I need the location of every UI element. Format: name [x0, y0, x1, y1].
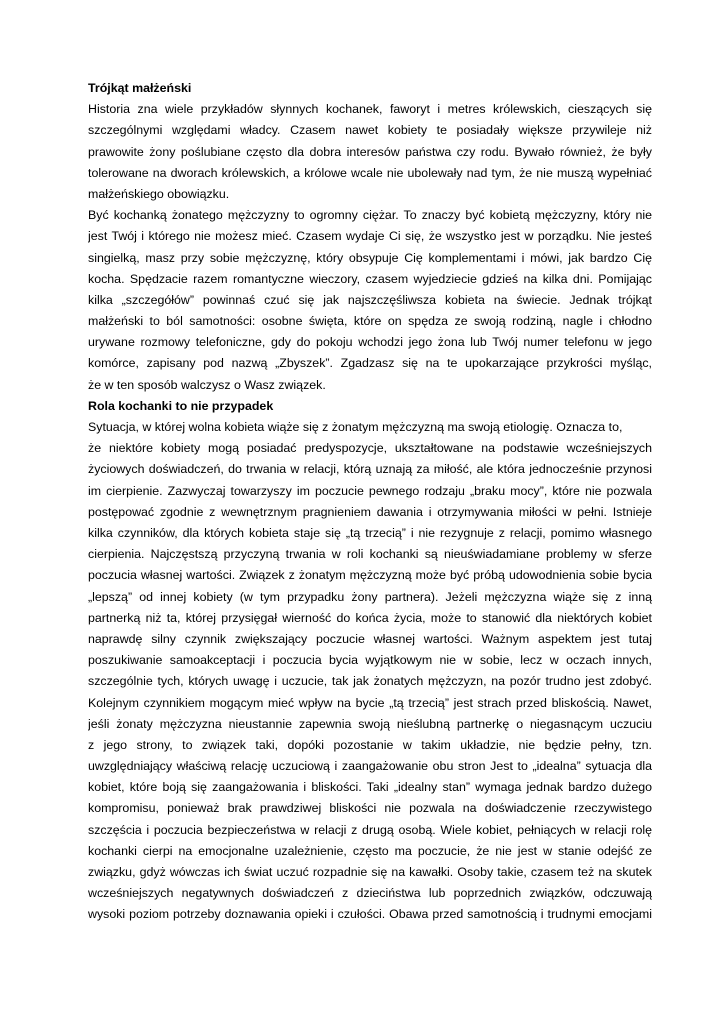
text-line: kobiet, które boją się zaangażowania i bliskości. Taki „idealny stan” wymaga jednak bardzo dużego — [88, 780, 652, 795]
text-line: szczególnymi względami władcy. Czasem nawet kobiety te posiadały większe przywileje niż — [88, 123, 652, 138]
text-line: Kolejnym czynnikiem mogącym mieć wpływ na bycie „tą trzecią” jest strach przed bliskością. Nawet, — [88, 695, 652, 710]
text-line: poszukiwanie samoakceptacji i poczucia bycia wyjątkowym nie w sobie, lecz w oczach innych, — [88, 653, 652, 668]
text-line: poczucia własnej wartości. Związek z żonatym mężczyzną może być próbą udowodnienia sobie bycia — [88, 568, 652, 583]
text-line: jest Twój i którego nie możesz mieć. Czasem wydaje Ci się, że wszystko jest w porządku. Nie jesteś — [88, 229, 652, 244]
text-line: naprawdę silny czynnik zwiększający poczucie własnej wartości. Ważnym aspektem jest tutaj — [88, 631, 652, 646]
text-line: kompromisu, ponieważ brak prawdziwej bliskości nie pozwala na doświadczenie rzeczywistego — [88, 801, 652, 816]
text-line: szczególnie tych, których uwagę i uczucie, tak jak żonatych mężczyzn, na pozór trudno jest zdobyć. — [88, 674, 652, 689]
text-line: uwzględniający właściwą relację uczuciową i zaangażowanie obu stron Jest to „idealna” sytuacja dla — [88, 759, 652, 774]
text-line: partnerką niż ta, której przysięgał wierność do końca życia, może to stanowić dla niektórych kobiet — [88, 610, 652, 625]
heading-marital-triangle: Trójkąt małżeński — [88, 81, 192, 95]
text-line: im cierpienie. Zazwyczaj towarzyszy im poczucie pewnego rodzaju „braku mocy”, które nie pozwala — [88, 483, 652, 498]
text-line: że w ten sposób walczysz o Wasz związek. — [88, 377, 326, 392]
text-line: „lepszą” od innej kobiety (w tym przypadku żony partnera). Jeżeli mężczyzna wiąże się z inną — [88, 589, 652, 604]
text-line: jeśli żonaty mężczyzna nieustannie zapewnia swoją nieślubną partnerkę o niegasnącym uczuciu — [88, 716, 652, 731]
text-line: że niektóre kobiety mogą posiadać predyspozycje, ukształtowane na podstawie wcześniejszych — [88, 441, 652, 456]
text-line: Być kochanką żonatego mężczyzny to ogromny ciężar. To znaczy być kobietą mężczyzny, który nie — [88, 208, 652, 223]
text-line: singielką, masz przy sobie mężczyznę, który obsypuje Cię komplementami i mówi, jak bardzo Cię — [88, 250, 652, 265]
text-line: kocha. Spędzacie razem romantyczne wieczory, czasem wyjedziecie gdzieś na kilka dni. Pomijając — [88, 271, 652, 286]
text-line: kilka „szczegółów” powinnaś czuć się jak najszczęśliwsza kobieta na świecie. Jednak trójkąt — [88, 292, 652, 307]
text-line: prawowite żony poślubiane często dla dobra interesów państwa czy rodu. Bywało również, że były — [88, 144, 652, 159]
paragraph-etiology — [88, 417, 652, 926]
text-line: z jego strony, to związek taki, dopóki pozostanie w takim układzie, nie będzie pełny, tzn. — [88, 737, 652, 752]
text-line: związku, gdyż wówczas ich świat uczuć rozpadnie się na kawałki. Osoby takie, czasem też na skutek — [88, 865, 652, 880]
text-line: małżeńskiego obowiązku. — [88, 186, 230, 201]
text-line: postępować zgodnie z wewnętrznym pragnieniem dawania i otrzymywania miłości w pełni. Istnieje — [88, 504, 652, 519]
text-line: tolerowane na dworach królewskich, a królowe wcale nie ubolewały nad tym, że nie muszą wypełniać — [88, 165, 652, 180]
text-line: wysoki poziom potrzeby doznawania opieki i czułości. Obawa przed samotnością i trudnymi emocjami — [88, 907, 652, 922]
text-line: Sytuacja, w której wolna kobieta wiąże się z żonatym mężczyzną ma swoją etiologię. Oznacza to, — [88, 420, 623, 435]
text-line: życiowych doświadczeń, do trwania w relacji, którą uznają za miłość, ale która jednocześnie przynosi — [88, 462, 652, 477]
text-line: kilka czynników, dla których kobieta staje się „tą trzecią” i nie rezygnuje z relacji, pomimo własnego — [88, 526, 652, 541]
text-line: kochanki cierpi na emocjonalne uzależnienie, często ma poczucie, że nie jest w stanie odejść ze — [88, 843, 652, 858]
text-line: urywane rozmowy telefoniczne, gdy do pokoju wchodzi jego żona lub Twój numer telefonu w jego — [88, 335, 652, 350]
paragraph-mistress-burden — [88, 205, 652, 396]
text-line: cierpienia. Najczęstszą przyczyną trwania w roli kochanki są nieuświadamiane problemy w sferze — [88, 547, 652, 562]
text-line: komórce, zapisany pod nazwą „Zbyszek”. Zgadzasz się na te upokarzające przykrości myśląc, — [88, 356, 652, 371]
text-line: szczęścia i poczucia bezpieczeństwa w relacji z drugą osobą. Wiele kobiet, pełniących w relacji rolę — [88, 822, 652, 837]
heading-role-not-accident: Rola kochanki to nie przypadek — [88, 398, 274, 413]
paragraph-history — [88, 99, 652, 205]
document-page — [88, 78, 652, 926]
text-line: Historia zna wiele przykładów słynnych kochanek, faworyt i metres królewskich, cieszących się — [88, 102, 652, 117]
text-line: małżeński to ból samotności: osobne święta, które on spędza ze swoją rodziną, nagle i chłodno — [88, 314, 652, 329]
text-line: wcześniejszych negatywnych doświadczeń z dzieciństwa lub poprzednich związków, odczuwają — [88, 886, 652, 901]
